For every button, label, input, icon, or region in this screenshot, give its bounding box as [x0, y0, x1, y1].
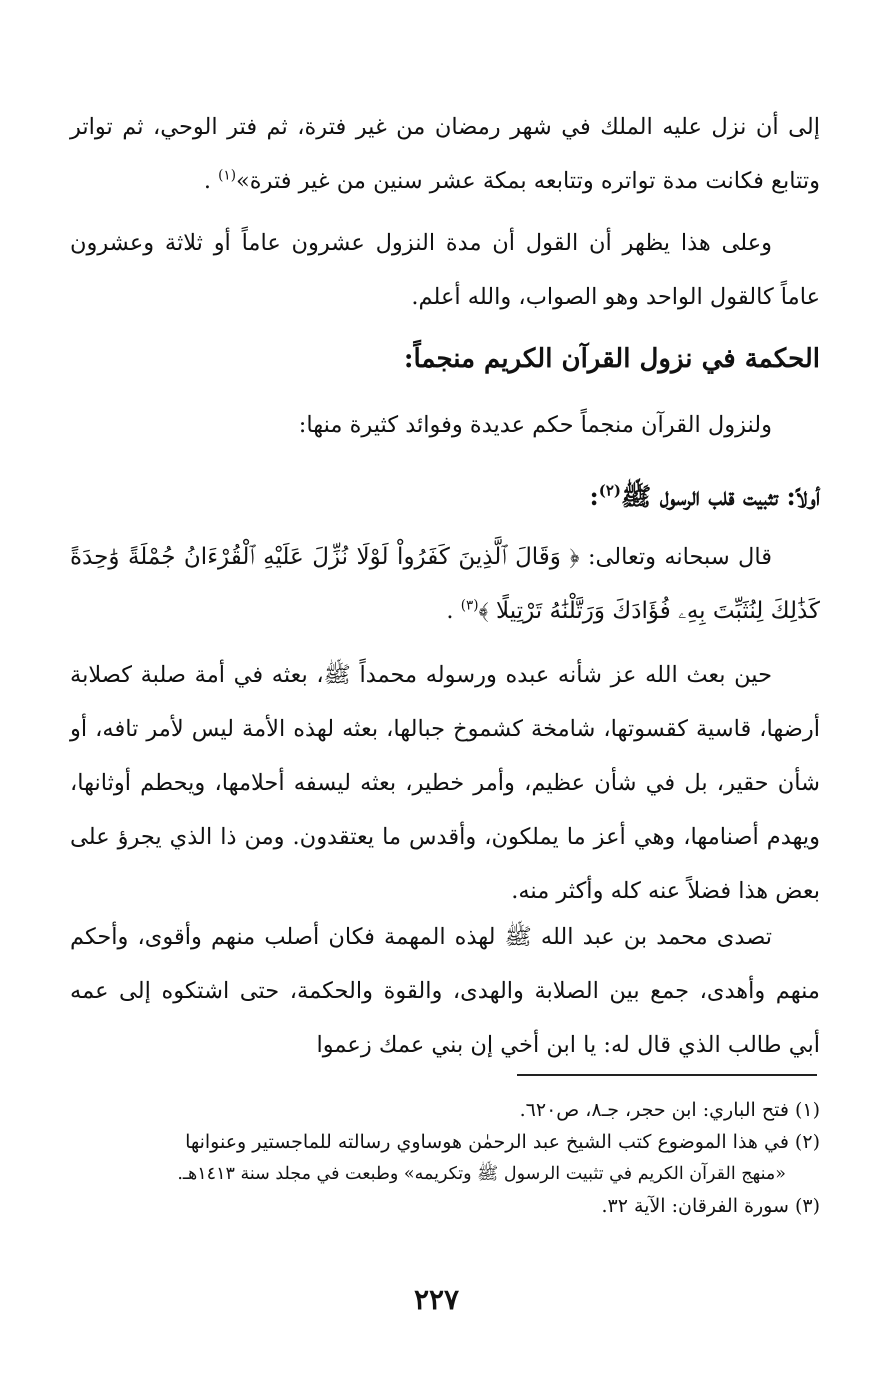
paragraph-continuation	[70, 100, 820, 208]
footnote-3: (٣) سورة الفرقان: الآية ٣٢.	[601, 1195, 820, 1217]
subheading-first-end: :	[589, 482, 599, 511]
paragraph-1-end: .	[203, 168, 219, 194]
verse-end: .	[446, 598, 461, 624]
subheading-first	[70, 470, 820, 524]
paragraph-3-text: ولنزول القرآن منجماً حكم عديدة وفوائد كثيرة منها:	[298, 412, 772, 438]
footnote-1: (١) فتح الباري: ابن حجر، جـ٨، ص٦٢٠.	[519, 1099, 820, 1121]
paragraph-1-text: إلى أن نزل عليه الملك في شهر رمضان من غير فترة، ثم فتر الوحي، ثم تواتر وتتابع فكانت مدة تواتره وتتابعه بمكة عشر سنين من غير فترة»	[70, 114, 820, 194]
quran-verse-block	[70, 530, 820, 638]
paragraph-5-text: تصدى محمد بن عبد الله ﷺ لهذه المهمة فكان أصلب منهم وأقوى، وأحكم منهم وأهدى، جمع بين الصلابة والهدى، والقوة والحكمة، حتى اشتكوه إلى عمه أبي طالب الذي قال له: يا ابن أخي إن بني عمك زعموا	[70, 924, 820, 1058]
verse-intro: قال سبحانه وتعالى:	[579, 544, 772, 570]
paragraph-2-text: وعلى هذا يظهر أن القول أن مدة النزول عشرون عاماً أو ثلاثة وعشرون عاماً كالقول الواحد وهو الصواب، والله أعلم.	[70, 230, 820, 310]
page-number: ٢٢٧	[413, 1283, 460, 1316]
section-heading-wisdom: الحكمة في نزول القرآن الكريم منجماً:	[403, 344, 820, 374]
quran-verse: ﴿ وَقَالَ ٱلَّذِينَ كَفَرُواْ لَوْلَا نُزِّلَ عَلَيْهِ ٱلْقُرْءَانُ جُمْلَةً وَٰحِدَةً كَذَٰلِكَ لِنُثَبِّتَ بِهِۦ فُؤَادَكَ وَرَتَّلْنَٰهُ تَرْتِيلًا ﴾	[70, 544, 820, 624]
footnotes	[70, 1094, 820, 1222]
subheading-first-text: أولاً: تثبيت قلب الرسول ﷺ	[621, 482, 820, 511]
paragraph-4-text: حين بعث الله عز شأنه عبده ورسوله محمداً ﷺ، بعثه في أمة صلبة كصلابة أرضها، قاسية كقسوتها، شامخة كشموخ جبالها، بعثه لهذه الأمة ليس لأمر تافه، أو شأن حقير، بل في شأن عظيم، وأمر خطير، بعثه ليسفه أحلامها، ويحطم أوثانها، ويهدم أصنامها، وهي أعز ما يملكون، وأقدس ما يعتقدون. ومن ذا الذي يجرؤ على بعض هذا فضلاً عنه كله وأكثر منه.	[70, 662, 820, 904]
footnote-ref-3[interactable]: (٣)	[460, 597, 479, 614]
paragraph-mission	[70, 648, 820, 918]
footnote-2-continuation: «منهج القرآن الكريم في تثبيت الرسول ﷺ وتكريمه» وطبعت في مجلد سنة ١٤١٣هـ.	[177, 1164, 786, 1184]
footnote-2: (٢) في هذا الموضوع كتب الشيخ عبد الرحمٰن هوساوي رسالته للماجستير وعنوانها	[185, 1131, 820, 1153]
paragraph-intro-wisdom	[70, 398, 820, 452]
footnote-divider	[517, 1074, 817, 1076]
footnote-ref-1[interactable]: (١)	[218, 167, 236, 184]
paragraph-conclusion	[70, 216, 820, 324]
paragraph-response	[70, 910, 820, 1072]
footnote-ref-2[interactable]: (٢)	[598, 481, 621, 500]
